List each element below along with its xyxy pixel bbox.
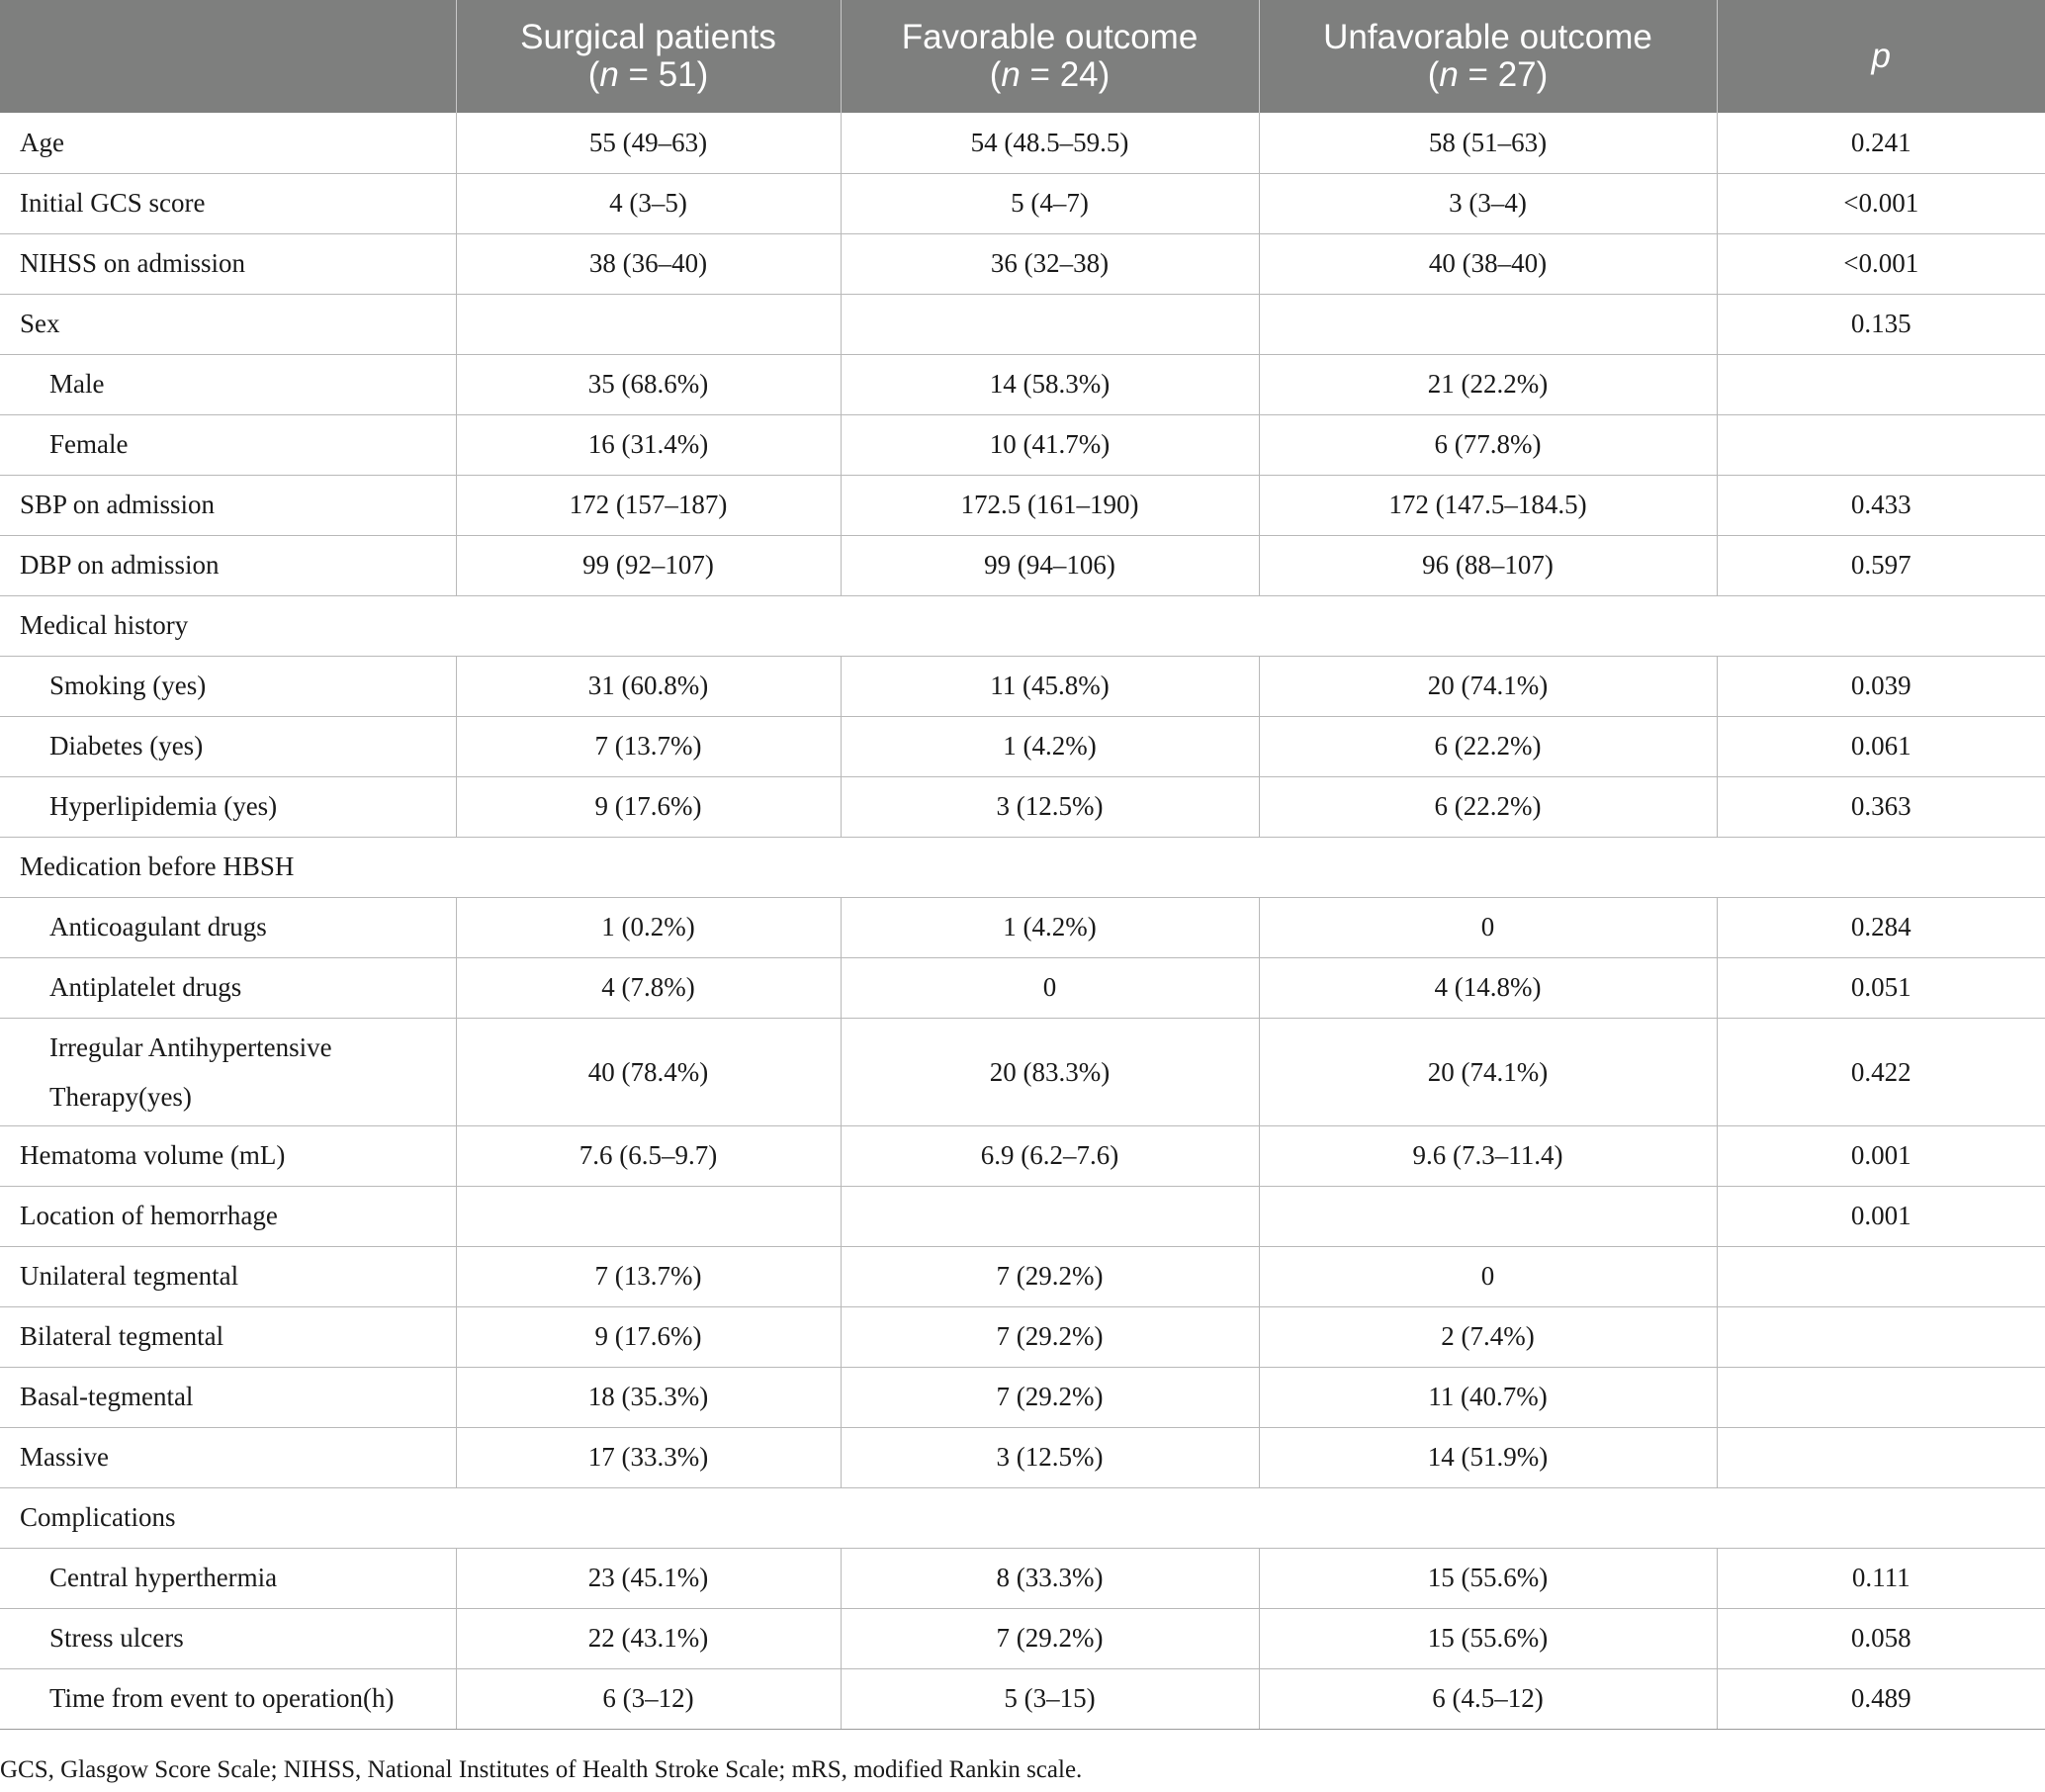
cell-unfavorable: 58 (51–63) — [1259, 113, 1717, 173]
cell-surgical: 18 (35.3%) — [456, 1367, 841, 1427]
table-row — [0, 294, 2045, 354]
row-label: Unilateral tegmental — [0, 1246, 456, 1306]
row-label: Male — [0, 354, 456, 414]
cell-favorable: 20 (83.3%) — [841, 1018, 1259, 1125]
cell-surgical: 38 (36–40) — [456, 233, 841, 294]
header-cell-favorable — [841, 0, 1259, 113]
cell-surgical — [456, 1186, 841, 1246]
cell-favorable — [841, 1186, 1259, 1246]
cell-favorable: 1 (4.2%) — [841, 897, 1259, 957]
cell-unfavorable: 15 (55.6%) — [1259, 1548, 1717, 1608]
section-row — [0, 837, 2045, 897]
section-row — [0, 1487, 2045, 1548]
row-label: Central hyperthermia — [0, 1548, 456, 1608]
cell-unfavorable: 14 (51.9%) — [1259, 1427, 1717, 1487]
table-row — [0, 1608, 2045, 1668]
cell-favorable: 7 (29.2%) — [841, 1367, 1259, 1427]
row-label: Anticoagulant drugs — [0, 897, 456, 957]
cell-surgical: 31 (60.8%) — [456, 656, 841, 716]
table-row — [0, 414, 2045, 475]
cell-unfavorable: 96 (88–107) — [1259, 535, 1717, 595]
cell-surgical: 40 (78.4%) — [456, 1018, 841, 1125]
cell-surgical: 1 (0.2%) — [456, 897, 841, 957]
table-footnote: GCS, Glasgow Score Scale; NIHSS, National Institutes of Health Stroke Scale; mRS, modified Rankin scale. — [0, 1756, 1083, 1783]
table-body — [0, 113, 2045, 1729]
section-label: Medical history — [0, 595, 2045, 656]
header-n: (n = 27) — [1427, 55, 1549, 94]
cell-p: <0.001 — [1717, 233, 2045, 294]
cell-surgical: 55 (49–63) — [456, 113, 841, 173]
cell-surgical: 9 (17.6%) — [456, 776, 841, 837]
table-row — [0, 1125, 2045, 1186]
cell-p: 0.001 — [1717, 1186, 2045, 1246]
cell-p: 0.135 — [1717, 294, 2045, 354]
cell-unfavorable: 6 (22.2%) — [1259, 776, 1717, 837]
section-row — [0, 595, 2045, 656]
table-row — [0, 1306, 2045, 1367]
cell-unfavorable — [1259, 294, 1717, 354]
row-label: Time from event to operation(h) — [0, 1668, 456, 1729]
cell-p — [1717, 1427, 2045, 1487]
cell-unfavorable: 6 (22.2%) — [1259, 716, 1717, 776]
header-row — [0, 0, 2045, 113]
row-label: Antiplatelet drugs — [0, 957, 456, 1018]
table-row — [0, 897, 2045, 957]
cell-favorable: 172.5 (161–190) — [841, 475, 1259, 535]
header-cell-p: p — [1717, 0, 2045, 113]
cell-surgical: 7.6 (6.5–9.7) — [456, 1125, 841, 1186]
row-label: Smoking (yes) — [0, 656, 456, 716]
row-label-line: Therapy(yes) — [49, 1081, 192, 1112]
cell-p — [1717, 1246, 2045, 1306]
cell-p: 0.111 — [1717, 1548, 2045, 1608]
row-label: Diabetes (yes) — [0, 716, 456, 776]
cell-surgical: 7 (13.7%) — [456, 1246, 841, 1306]
cell-unfavorable: 40 (38–40) — [1259, 233, 1717, 294]
row-label: Hyperlipidemia (yes) — [0, 776, 456, 837]
cell-favorable: 0 — [841, 957, 1259, 1018]
table-row — [0, 113, 2045, 173]
table-row — [0, 776, 2045, 837]
cell-favorable: 10 (41.7%) — [841, 414, 1259, 475]
table-row — [0, 354, 2045, 414]
row-label-line: Irregular Antihypertensive — [49, 1031, 332, 1062]
cell-unfavorable: 172 (147.5–184.5) — [1259, 475, 1717, 535]
cell-p — [1717, 414, 2045, 475]
section-label: Complications — [0, 1487, 2045, 1548]
header-label: Favorable outcome — [901, 18, 1199, 56]
cell-surgical: 4 (7.8%) — [456, 957, 841, 1018]
header-n: (n = 24) — [989, 55, 1111, 94]
cell-unfavorable: 21 (22.2%) — [1259, 354, 1717, 414]
cell-p: 0.363 — [1717, 776, 2045, 837]
cell-p: 0.039 — [1717, 656, 2045, 716]
cell-surgical: 22 (43.1%) — [456, 1608, 841, 1668]
table-row — [0, 1018, 2045, 1125]
cell-unfavorable: 15 (55.6%) — [1259, 1608, 1717, 1668]
cell-p: 0.061 — [1717, 716, 2045, 776]
cell-favorable: 7 (29.2%) — [841, 1306, 1259, 1367]
cell-favorable — [841, 294, 1259, 354]
cell-favorable: 11 (45.8%) — [841, 656, 1259, 716]
table-row — [0, 656, 2045, 716]
cell-p — [1717, 1367, 2045, 1427]
cell-unfavorable: 0 — [1259, 897, 1717, 957]
table-row — [0, 535, 2045, 595]
cell-favorable: 3 (12.5%) — [841, 776, 1259, 837]
table-row — [0, 716, 2045, 776]
cell-unfavorable: 11 (40.7%) — [1259, 1367, 1717, 1427]
cell-surgical: 7 (13.7%) — [456, 716, 841, 776]
table-row — [0, 173, 2045, 233]
cell-favorable: 7 (29.2%) — [841, 1608, 1259, 1668]
cell-favorable: 7 (29.2%) — [841, 1246, 1259, 1306]
row-label: Bilateral tegmental — [0, 1306, 456, 1367]
cell-p: 0.051 — [1717, 957, 2045, 1018]
table-row — [0, 1246, 2045, 1306]
cell-surgical: 9 (17.6%) — [456, 1306, 841, 1367]
cell-unfavorable — [1259, 1186, 1717, 1246]
cell-favorable: 8 (33.3%) — [841, 1548, 1259, 1608]
table-row — [0, 957, 2045, 1018]
cell-surgical: 172 (157–187) — [456, 475, 841, 535]
row-label: Hematoma volume (mL) — [0, 1125, 456, 1186]
header-label: Surgical patients — [520, 18, 776, 56]
header-cell-variable — [0, 0, 456, 113]
cell-p: 0.001 — [1717, 1125, 2045, 1186]
cell-p — [1717, 354, 2045, 414]
cell-p: 0.597 — [1717, 535, 2045, 595]
cell-p — [1717, 1306, 2045, 1367]
row-label: DBP on admission — [0, 535, 456, 595]
table-row — [0, 1427, 2045, 1487]
cell-surgical: 35 (68.6%) — [456, 354, 841, 414]
row-label: Age — [0, 113, 456, 173]
cell-p: 0.241 — [1717, 113, 2045, 173]
cell-favorable: 14 (58.3%) — [841, 354, 1259, 414]
header-label: Unfavorable outcome — [1323, 18, 1652, 56]
cell-favorable: 36 (32–38) — [841, 233, 1259, 294]
cell-surgical: 4 (3–5) — [456, 173, 841, 233]
cell-surgical: 16 (31.4%) — [456, 414, 841, 475]
cell-unfavorable: 6 (4.5–12) — [1259, 1668, 1717, 1729]
row-label: Massive — [0, 1427, 456, 1487]
table-row — [0, 1186, 2045, 1246]
row-label: Sex — [0, 294, 456, 354]
row-label: SBP on admission — [0, 475, 456, 535]
row-label: NIHSS on admission — [0, 233, 456, 294]
cell-p: 0.058 — [1717, 1608, 2045, 1668]
row-label: Location of hemorrhage — [0, 1186, 456, 1246]
cell-favorable: 5 (4–7) — [841, 173, 1259, 233]
header-cell-unfavorable — [1259, 0, 1717, 113]
cell-unfavorable: 20 (74.1%) — [1259, 656, 1717, 716]
cell-unfavorable: 3 (3–4) — [1259, 173, 1717, 233]
cell-surgical — [456, 294, 841, 354]
cell-surgical: 23 (45.1%) — [456, 1548, 841, 1608]
section-label: Medication before HBSH — [0, 837, 2045, 897]
cell-unfavorable: 0 — [1259, 1246, 1717, 1306]
cell-p: 0.284 — [1717, 897, 2045, 957]
header-n: (n = 51) — [587, 55, 709, 94]
cell-unfavorable: 4 (14.8%) — [1259, 957, 1717, 1018]
cell-surgical: 6 (3–12) — [456, 1668, 841, 1729]
table-row — [0, 1548, 2045, 1608]
table-row — [0, 475, 2045, 535]
table-header — [0, 0, 2045, 113]
cell-favorable: 1 (4.2%) — [841, 716, 1259, 776]
cell-favorable: 5 (3–15) — [841, 1668, 1259, 1729]
cell-p: 0.422 — [1717, 1018, 2045, 1125]
cell-favorable: 99 (94–106) — [841, 535, 1259, 595]
cell-unfavorable: 9.6 (7.3–11.4) — [1259, 1125, 1717, 1186]
cell-favorable: 54 (48.5–59.5) — [841, 113, 1259, 173]
cell-p: <0.001 — [1717, 173, 2045, 233]
cell-surgical: 99 (92–107) — [456, 535, 841, 595]
cell-favorable: 6.9 (6.2–7.6) — [841, 1125, 1259, 1186]
cell-surgical: 17 (33.3%) — [456, 1427, 841, 1487]
row-label: Stress ulcers — [0, 1608, 456, 1668]
cell-unfavorable: 6 (77.8%) — [1259, 414, 1717, 475]
row-label: Basal-tegmental — [0, 1367, 456, 1427]
cell-unfavorable: 20 (74.1%) — [1259, 1018, 1717, 1125]
cell-unfavorable: 2 (7.4%) — [1259, 1306, 1717, 1367]
header-cell-surgical — [456, 0, 841, 113]
cell-favorable: 3 (12.5%) — [841, 1427, 1259, 1487]
cell-p: 0.489 — [1717, 1668, 2045, 1729]
row-label — [0, 1018, 456, 1125]
cell-p: 0.433 — [1717, 475, 2045, 535]
table-row — [0, 233, 2045, 294]
table-row — [0, 1668, 2045, 1729]
row-label: Initial GCS score — [0, 173, 456, 233]
table-row — [0, 1367, 2045, 1427]
row-label: Female — [0, 414, 456, 475]
